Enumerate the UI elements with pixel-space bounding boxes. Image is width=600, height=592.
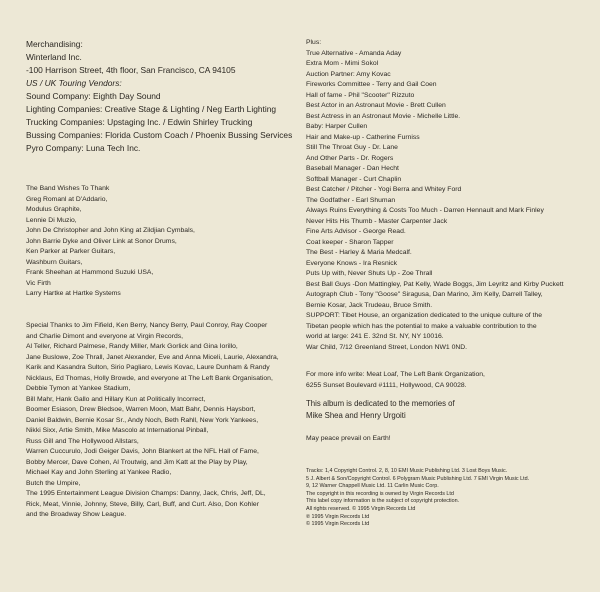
merch-line: US / UK Touring Vendors: [26,78,122,88]
copyright-line: 9, 12 Warner Chappell Music Ltd. 11 Carlin Music Corp. [306,483,439,490]
special-thanks-line: Debbie Tymon at Yankee Stadium, [26,385,131,392]
special-thanks-line: and Charlie Dimont and everyone at Virgin Records, [26,332,184,340]
plus-line: War Child, 7/12 Greenland Street, London NW1 0ND. [306,343,468,351]
info-line: 6255 Sunset Boulevard #1111, Hollywood, CA 90028. [306,381,467,389]
special-thanks-line: Bobby Mercer, Dave Cohen, Al Troutwig, and Jim Katt at the Play by Play, [26,458,248,466]
band-thanks-line: Larry Hartke at Hartke Systems [26,290,121,297]
dedication-block [306,398,455,421]
special-thanks-line: Al Teller, Richard Palmese, Randy Miller, Mark Gorlick and Gina Iorillo, [26,343,238,350]
special-thanks-line: Russ Gill and The Hollywood Allstars, [26,437,139,445]
merch-line: Bussing Companies: Florida Custom Coach / Phoenix Bussing Services [26,130,293,140]
band-thanks-line: Modulus Graphite, [26,206,82,213]
band-thanks-line: John Barrie Dyke and Oliver Link at Sonor Drums, [26,237,177,245]
copyright-line: ℗ 1995 Virgin Records Ltd [306,513,370,520]
info-line: For more info write: Meat Loaf, The Left Bank Organization, [306,371,485,378]
plus-line: Puts Up with, Never Shuts Up - Zoe Thrall [306,270,433,277]
special-thanks-line: Karik and Kasandra Sulton, Sirio Pagliaro, Lewis Kovac, Laure Dunham & Randy [26,364,270,371]
plus-line: Always Ruins Everything & Costs Too Much - Darren Hennault and Mark Finley [306,207,544,214]
plus-line: Hair and Make-up - Catherine Furniss [306,133,420,141]
plus-credits-block [306,38,564,353]
band-thanks-line: The Band Wishes To Thank [26,185,110,192]
merch-line: -100 Harrison Street, 4th floor, San Francisco, CA 94105 [26,65,236,75]
merch-line: Merchandising: [26,39,83,49]
dedication-line: Mike Shea and Henry Urgoiti [306,410,406,420]
merch-line: Sound Company: Eighth Day Sound [26,91,161,101]
special-thanks-line: Bill Mahr, Hank Gallo and Hillary Kun at Politically Incorrect, [26,395,206,403]
copyright-line: 5 J. Albert & Son/Copyright Control. 6 Polygram Music Publishing Ltd. 7 EMI Virgin Music Ltd. [306,475,530,482]
merch-line: Trucking Companies: Upstaging Inc. / Edwin Shirley Trucking [26,117,253,127]
merch-line: Pyro Company: Luna Tech Inc. [26,143,141,153]
plus-line: True Alternative - Amanda Aday [306,49,402,57]
plus-line: Autograph Club - Tony "Goose" Siragusa, Dan Marino, Jim Kelly, Darrell Talley, [306,291,543,298]
copyright-line: © 1995 Virgin Records Ltd [306,521,370,528]
special-thanks-line: Special Thanks to Jim Fifield, Ken Berry, Nancy Berry, Paul Conroy, Ray Cooper [26,322,268,329]
plus-line: The Best - Harley & Maria Medcalf. [306,249,412,256]
band-thanks-line: Vic Firth [26,279,51,287]
special-thanks-block [26,321,279,521]
plus-line: Best Catcher / Pitcher - Yogi Berra and Whitey Ford [306,186,462,193]
special-thanks-line: and the Broadway Show League. [26,511,127,518]
plus-line: Best Actress in an Astronaut Movie - Michelle Little. [306,112,461,120]
merch-line: Lighting Companies: Creative Stage & Lighting / Neg Earth Lighting [26,104,277,114]
copyright-line: All rights reserved. © 1995 Virgin Records Ltd [306,505,416,512]
plus-line: And Other Parts - Dr. Rogers [306,154,394,162]
band-thanks-line: Washburn Guitars, [26,258,83,266]
merchandising-block [26,38,292,155]
band-thanks-block [26,184,195,300]
plus-line: Plus: [306,39,322,46]
band-thanks-line: Frank Sheehan at Hammond Suzuki USA, [26,269,154,276]
plus-line: Baby: Harper Cullen [306,123,368,130]
plus-line: Still The Throat Guy - Dr. Lane [306,144,398,151]
copyright-line: The copyright in this recording is owned by Virgin Records Ltd [306,490,454,497]
copyright-line: Tracks: 1,4 Copyright Control. 2, 8, 10 EMI Music Publishing Ltd. 3 Lost Boys Music. [306,468,508,474]
plus-line: Baseball Manager - Dan Hecht [306,165,399,172]
band-thanks-line: Ken Parker at Parker Guitars, [26,248,116,255]
peace-message-block [306,434,391,445]
special-thanks-line: Warren Cuccurulo, Jodi Geiger Davis, John Blankert at the NFL Hall of Fame, [26,448,259,455]
plus-line: Everyone Knows - Ira Resnick [306,259,398,267]
peace-message: May peace prevail on Earth! [306,435,391,442]
copyright-block [306,468,529,529]
plus-line: Auction Partner: Amy Kovac [306,70,391,78]
plus-line: Extra Mom - Mimi Sokol [306,60,379,67]
special-thanks-line: Boomer Esiason, Drew Bledsoe, Warren Moon, Matt Bahr, Dennis Haysbort, [26,406,256,413]
plus-line: Never Hits His Thumb - Master Carpenter Jack [306,217,448,225]
copyright-line: This label copy information is the subject of copyright protection. [306,498,460,505]
plus-line: SUPPORT: Tibet House, an organization dedicated to the unique culture of the [306,312,543,319]
dedication-line: This album is dedicated to the memories of [306,399,455,408]
special-thanks-line: Nikki Sixx, Artie Smith, Mike Mascolo at International Pinball, [26,427,209,434]
band-thanks-line: Lennie Di Muzio, [26,216,77,224]
plus-line: The Godfather - Earl Shuman [306,196,396,204]
special-thanks-line: Michael Kay and John Sterling at Yankee Radio, [26,469,172,476]
special-thanks-line: The 1995 Entertainment League Division Champs: Danny, Jack, Chris, Jeff, DL, [26,490,266,497]
plus-line: Tibetan people which has the potential to make a valuable contribution to the [306,322,537,330]
info-address-block [306,370,485,391]
plus-line: Bernie Kosar, Jack Trudeau, Bruce Smith. [306,301,433,309]
plus-line: Coat keeper - Sharon Tapper [306,238,394,246]
special-thanks-line: Nicklaus, Ed Thomas, Holly Browde, and everyone at The Left Bank Organisation, [26,374,273,382]
plus-line: world at large: 241 E. 32nd St. NY, NY 10016. [306,333,444,340]
plus-line: Fireworks Committee - Terry and Gail Coen [306,81,437,88]
band-thanks-line: Greg Romanl at D'Addario, [26,195,108,203]
plus-line: Best Ball Guys -Don Mattingley, Pat Kelly, Wade Boggs, Jim Leyritz and Kirby Puckett [306,280,564,288]
plus-line: Softball Manager - Curt Chaplin [306,175,402,183]
special-thanks-line: Daniel Baldwin, Bernie Kosar Sr., Andy Noch, Beth Rahll, New York Yankees, [26,416,259,424]
band-thanks-line: John De Christopher and John King at Zildjian Cymbals, [26,227,195,234]
special-thanks-line: Rick, Meat, Vinnie, Johnny, Steve, Billy, Carl, Buff, and Curt. Also, Don Kohler [26,500,259,508]
special-thanks-line: Jane Buslowe, Zoe Thrall, Janet Alexander, Eve and Anna Miceli, Laurie, Alexandra, [26,353,279,361]
merch-line: Winterland Inc. [26,52,82,62]
special-thanks-line: Butch the Umpire, [26,479,81,487]
plus-line: Fine Arts Advisor - George Read. [306,228,406,235]
plus-line: Hall of fame - Phil "Scooter" Rizzuto [306,91,415,99]
plus-line: Best Actor in an Astronaut Movie - Brett Cullen [306,102,446,109]
